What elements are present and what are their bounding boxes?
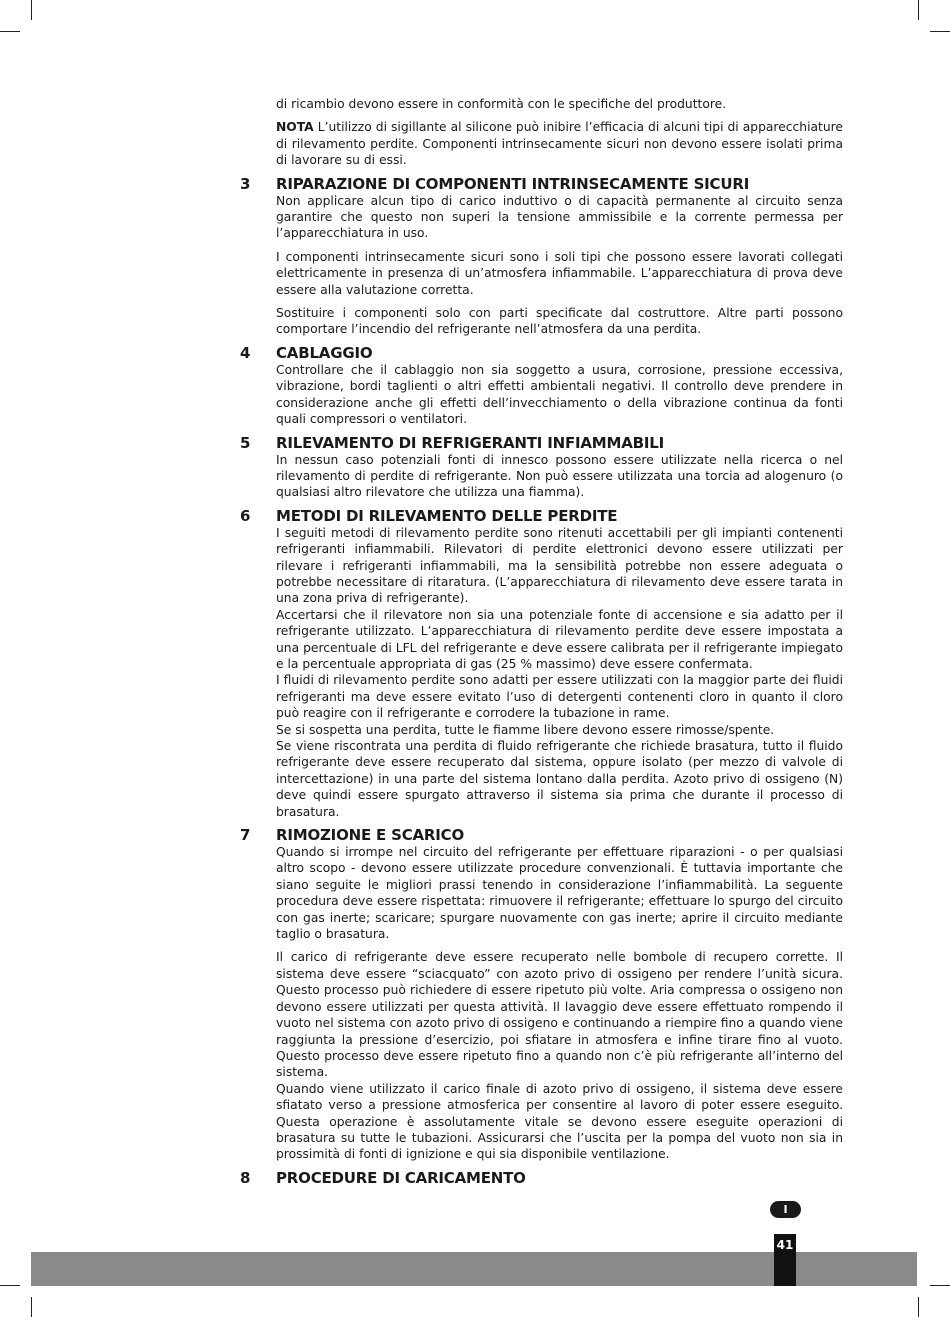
- section-title: PROCEDURE DI CARICAMENTO: [276, 1168, 526, 1187]
- crop-mark: [930, 1285, 950, 1286]
- section-paragraph: Non applicare alcun tipo di carico induttivo o di capacità permanente al circuito senza garantire che questo non superi la tensione ammissibile e la corrente permessa per l’apparecchiatura in uso.: [276, 193, 843, 241]
- intro-paragraph: di ricambio devono essere in conformità con le specifiche del produttore.: [276, 97, 727, 111]
- section-heading: [240, 434, 843, 452]
- section-paragraph: Se si sospetta una perdita, tutte le fiamme libere devono essere rimosse/spente.: [276, 722, 775, 737]
- section-paragraph: I componenti intrinsecamente sicuri sono i soli tipi che possono essere lavorati collegati elettricamente in presenza di un’atmosfera infiammabile. L’apparecchiatura di prova deve essere alla valutazione corretta.: [276, 249, 843, 297]
- section-paragraph: Quando viene utilizzato il carico finale di azoto privo di ossigeno, il sistema deve essere sfiatato verso a pressione atmosferica per consentire al lavoro di poter essere eseguito. Questa operazione è assolutamente vitale se devono essere eseguite operazioni di brasatura su tutte le tubazioni. Assicurarsi che l’uscita per la pompa del vuoto non sia in prossimità di fonti di ignizione e qui sia disponibile ventilazione.: [276, 1081, 843, 1162]
- section-body: [276, 844, 843, 1163]
- nota-paragraph: [276, 119, 843, 168]
- section: [240, 344, 843, 428]
- section-paragraph: Il carico di refrigerante deve essere recuperato nelle bombole di recupero corrette. Il sistema deve essere “sciacquato” con azoto privo di ossigeno per rendere l’unità sicura. Questo processo può richiedere di essere ripetuto più volte. Aria compressa o ossigeno non devono essere utilizzati per questa attività. Il lavaggio deve essere effettuato rompendo il vuoto nel sistema con azoto privo di ossigeno e continuando a riempire fino a quando viene raggiunta la pressione d’esercizio, poi sfiatare in atmosfera e infine tirare fino al vuoto. Questo processo deve essere ripetuto fino a quando non c’è più refrigerante all’interno del sistema.: [276, 950, 843, 1080]
- section-heading: [240, 507, 843, 525]
- section-paragraph: I fluidi di rilevamento perdite sono adatti per essere utilizzati con la maggior parte dei fluidi refrigeranti ma deve essere evitato l’uso di detergenti contenenti cloro in quanto il cloro può reagire con il refrigerante e corrodere la tubazione in rame.: [276, 673, 843, 721]
- section-number: 6: [240, 506, 251, 525]
- crop-mark: [918, 1297, 919, 1317]
- section-paragraph: Accertarsi che il rilevatore non sia una potenziale fonte di accensione e sia adatto per il refrigerante utilizzato. L’apparecchiatura di rilevamento perdite deve essere impostata a una percentuale di LFL del refrigerante e deve essere calibrata per il refrigerante impiegato e la percentuale appropriata di gas (25 % massimo) deve essere confermata.: [276, 607, 843, 671]
- section-heading: [240, 344, 843, 362]
- section: [240, 175, 843, 338]
- section-number: 3: [240, 174, 251, 193]
- crop-mark: [0, 1285, 20, 1286]
- section-number: 5: [240, 433, 251, 452]
- section-number: 4: [240, 343, 251, 362]
- crop-mark: [31, 0, 32, 20]
- page-content: [240, 96, 843, 1187]
- section-heading: [240, 1169, 843, 1187]
- section: [240, 1169, 843, 1187]
- section-body: [276, 362, 843, 428]
- section-title: METODI DI RILEVAMENTO DELLE PERDITE: [276, 506, 618, 525]
- nota-label: NOTA: [276, 120, 314, 135]
- section-body: [276, 452, 843, 501]
- section-paragraph: Sostituire i componenti solo con parti specificate dal costruttore. Altre parti possono comportare l’incendio del refrigerante nell’atmosfera da una perdita.: [276, 306, 843, 337]
- section-title: CABLAGGIO: [276, 343, 373, 362]
- page-number: 41: [776, 1238, 794, 1252]
- section-heading: [240, 175, 843, 193]
- section-body: [276, 525, 843, 820]
- section-title: RILEVAMENTO DI REFRIGERANTI INFIAMMABILI: [276, 433, 664, 452]
- crop-mark: [930, 31, 950, 32]
- section-paragraph: Se viene riscontrata una perdita di fluido refrigerante che richiede brasatura, tutto il fluido refrigerante deve essere recuperato dal sistema, oppure isolato (per mezzo di valvole di intercettazione) in una parte del sistema lontano dalla perdita. Azoto privo di ossigeno (N) deve quindi essere spurgato attraverso il sistema sia prima che durante il processo di brasatura.: [276, 739, 843, 819]
- section-paragraph: I seguiti metodi di rilevamento perdite sono ritenuti accettabili per gli impianti contenenti refrigeranti infiammabili. Rilevatori di perdite elettronici devono essere utilizzati per rilevare i refrigeranti infiammabili, ma la sensibilità potrebbe non essere adeguata o potrebbe necessitare di ritaratura. (L’apparecchiatura di rilevamento deve essere tarata in una zona priva di refrigerante).: [276, 525, 843, 606]
- section: [240, 507, 843, 820]
- section: [240, 434, 843, 501]
- section-paragraph: Quando si irrompe nel circuito del refrigerante per effettuare riparazioni - o per qualsiasi altro scopo - devono essere utilizzate procedure convenzionali. È tuttavia importante che siano seguite le migliori prassi tenendo in considerazione l’infiammabilità. La seguente procedura deve essere rispettata: rimuovere il refrigerante; effettuare lo spurgo del circuito con gas inerte; scaricare; spurgare nuovamente con gas inerte; aprire il circuito mediante taglio o brasatura.: [276, 845, 843, 942]
- section-heading: [240, 826, 843, 844]
- crop-mark: [31, 1297, 32, 1317]
- section-number: 7: [240, 826, 251, 845]
- section-title: RIMOZIONE E SCARICO: [276, 826, 465, 845]
- nota-text: L’utilizzo di sigillante al silicone può inibire l’efficacia di alcuni tipi di apparecchiature di rilevamento perdite. Componenti intrinsecamente sicuri non devono essere isolati prima di lavorare su di essi.: [276, 120, 843, 168]
- intro-block: [276, 96, 843, 169]
- sections-list: [240, 175, 843, 1187]
- section: [240, 826, 843, 1163]
- section-title: RIPARAZIONE DI COMPONENTI INTRINSECAMENTE SICURI: [276, 174, 750, 193]
- section-body: [276, 193, 843, 338]
- section-paragraph: In nessun caso potenziali fonti di innesco possono essere utilizzate nella ricerca o nel rilevamento di perdite di refrigerante. Non può essere utilizzata una torcia ad alogenuro (o qualsiasi altro rilevatore che utilizza una fiamma).: [276, 452, 843, 500]
- crop-mark: [0, 31, 20, 32]
- section-paragraph: Controllare che il cablaggio non sia soggetto a usura, corrosione, pressione eccessiva, vibrazione, bordi taglienti o altri effetti ambientali negativi. Il controllo deve prendere in considerazione anche gli effetti dell’invecchiamento o della vibrazione continua da fonti quali compressori o ventilatori.: [276, 362, 843, 427]
- language-badge: I: [770, 1201, 801, 1218]
- crop-mark: [918, 0, 919, 20]
- section-number: 8: [240, 1168, 251, 1187]
